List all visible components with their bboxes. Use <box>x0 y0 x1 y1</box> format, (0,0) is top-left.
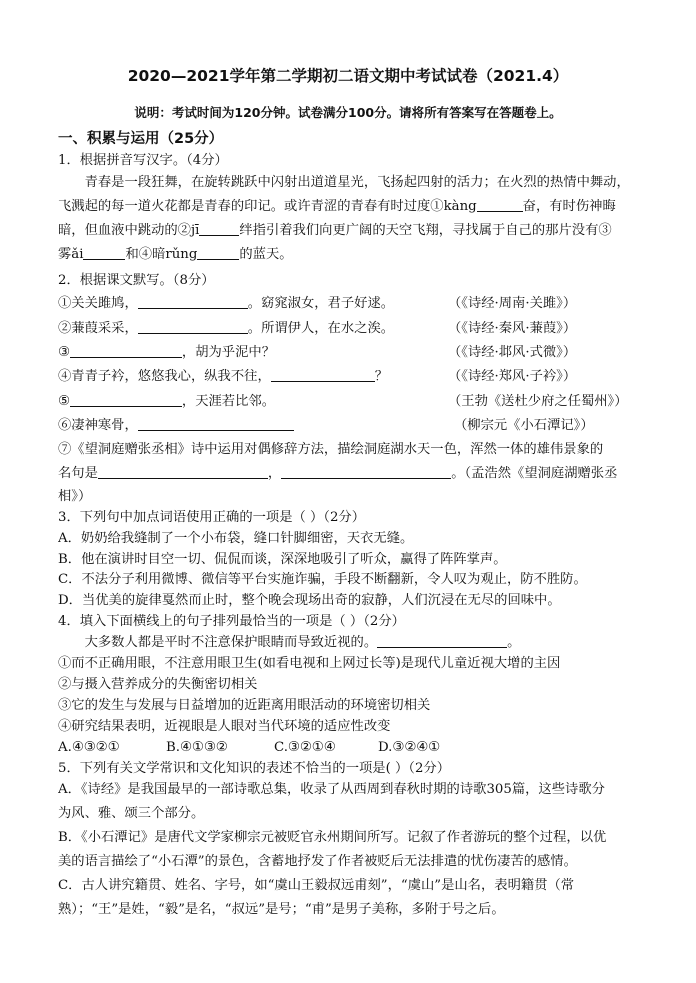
q2-item: ②蒹葭采采， 。所谓伊人，在水之涘。 <box>58 321 395 336</box>
q2-item: ⑤ ，天涯若比邻。 <box>58 394 275 409</box>
q5-option-c: C．古人讲究籍贯、姓名、字号，如“虞山王毅叔远甫刻”，“虞山”是山名，表明籍贯（常 <box>58 878 575 893</box>
q4-sentence: ③它的发生与发展与日益增加的近距离用眼活动的环境密切相关 <box>58 698 431 713</box>
q4-options <box>58 737 648 759</box>
q2-source: （《诗经·郑风·子衿》） <box>448 369 577 384</box>
q5-option-a: 为风、雅、颂三个部分。 <box>58 806 205 821</box>
q4-option-a: A.④③②① <box>58 740 120 755</box>
answer-blank <box>138 319 248 334</box>
q1-passage-line: 暗，但血液中跳动的②jī 绊指引着我们向更广阔的天空飞翔，寻找属于自己的那片没有③ <box>58 223 612 238</box>
q1-heading: 1．根据拼音写汉字。（4分） <box>58 153 228 168</box>
q2-item: ⑦《望洞庭赠张丞相》诗中运用对偶修辞方法，描绘洞庭湖水天一色，浑然一体的雄伟景象的 <box>58 442 604 457</box>
q2-item: ④青青子衿，悠悠我心，纵我不往， ？ <box>58 369 389 384</box>
q2-source: （《诗经·秦风·蒹葭》） <box>448 321 577 336</box>
answer-blank <box>138 294 248 309</box>
q4-sentence: ②与摄入营养成分的失衡密切相关 <box>58 677 258 692</box>
blank-1 <box>477 197 523 212</box>
q3-option-b: B．他在演讲时目空一切、侃侃而谈，深深地吸引了听众，赢得了阵阵掌声。 <box>58 552 507 567</box>
answer-blank <box>138 416 294 431</box>
q3-option-c: C．不法分子利用微博、微信等平台实施诈骗，手段不断翻新，令人叹为观止，防不胜防。 <box>58 572 587 587</box>
q3-option-d: D．当优美的旋律戛然而止时，整个晚会现场出奇的寂静，人们沉浸在无尽的回味中。 <box>58 593 561 608</box>
q4-option-d: D.③②④① <box>378 740 441 755</box>
blank-3 <box>83 245 125 260</box>
exam-title: 2020—2021学年第二学期初二语文期中考试试卷（2021.4） <box>127 67 569 85</box>
q4-option-b: B.④①③② <box>166 740 228 755</box>
q3-option-a: A．奶奶给我缝制了一个小布袋，缝口针脚细密，天衣无缝。 <box>58 531 414 546</box>
q1-passage-line: 雾ǎi 和④暗rǔng 的蓝天。 <box>58 247 293 262</box>
q5-heading: 5．下列有关文学常识和文化知识的表述不恰当的一项是( ）（2分） <box>58 761 450 776</box>
q2-item: ⑥凄神寒骨， <box>58 415 648 437</box>
q5-option-b: 美的语言描绘了“小石潭”的景色，含蓄地抒发了作者被贬后无法排遣的忧伤凄苦的感情。 <box>58 854 577 869</box>
q4-option-c: C.③②①④ <box>274 740 336 755</box>
q2-item: ③ ，胡为乎泥中？ <box>58 345 275 360</box>
blank-2 <box>199 221 239 236</box>
q2-item: 名句是 ， 。（孟浩然《望洞庭湖赠张丞 <box>58 466 618 481</box>
answer-blank <box>281 464 451 479</box>
q2-source: （王勃《送杜少府之任蜀州》） <box>448 394 628 409</box>
q5-option-c: 熟）；“王”是姓，“毅”是名，“叔远”是号；“甫”是男子美称，多附于号之后。 <box>58 902 505 917</box>
q1-passage-line: 飞溅起的每一道火花都是青春的印记。或许青涩的青春有时过度①kàng 奋，有时伤神晦 <box>58 199 616 214</box>
answer-blank <box>271 367 375 382</box>
q2-item: 相》） <box>58 489 92 504</box>
q4-sentence: ①而不正确用眼，不注意用眼卫生(如看电视和上网过长等)是现代儿童近视大增的主因 <box>58 656 561 671</box>
q4-sentence: ④研究结果表明，近视眼是人眼对当代环境的适应性改变 <box>58 719 391 734</box>
answer-blank <box>70 392 182 407</box>
q1-passage-line: 青春是一段狂舞，在旋转跳跃中闪射出道道星光，飞扬起四射的活力；在火烈的热情中舞动， <box>84 175 630 190</box>
q2-item: ①关关雎鸠， 。窈窕淑女，君子好逑。 <box>58 296 395 311</box>
q2-source: （《诗经·邶风·式微》） <box>448 345 577 360</box>
answer-blank <box>377 633 507 648</box>
q2-source: （柳宗元《小石潭记》） <box>454 418 594 433</box>
q4-lead: 大多数人都是平时不注意保护眼睛而导致近视的。 。 <box>84 635 521 650</box>
q5-option-b: B．《小石潭记》是唐代文学家柳宗元被贬官永州期间所写。记叙了作者游玩的整个过程，以优 <box>58 830 607 845</box>
q4-heading: 4．填入下面横线上的句子排列最恰当的一项是（ ）（2分） <box>58 614 405 629</box>
blank-4 <box>197 245 239 260</box>
q3-heading: 3．下列句中加点词语使用正确的一项是（ ）（2分） <box>58 510 366 525</box>
answer-blank <box>98 464 268 479</box>
q5-option-a: A．《诗经》是我国最早的一部诗歌总集，收录了从西周到春秋时期的诗歌305篇，这些诗歌分 <box>58 782 605 797</box>
section-heading: 一、积累与运用（25分） <box>58 131 224 147</box>
q2-source: （《诗经·周南·关雎》） <box>448 296 577 311</box>
answer-blank <box>70 343 182 358</box>
q2-heading: 2．根据课文默写。（8分） <box>58 273 215 288</box>
exam-instructions: 说明：考试时间为120分钟。试卷满分100分。请将所有答案写在答题卷上。 <box>134 105 562 120</box>
